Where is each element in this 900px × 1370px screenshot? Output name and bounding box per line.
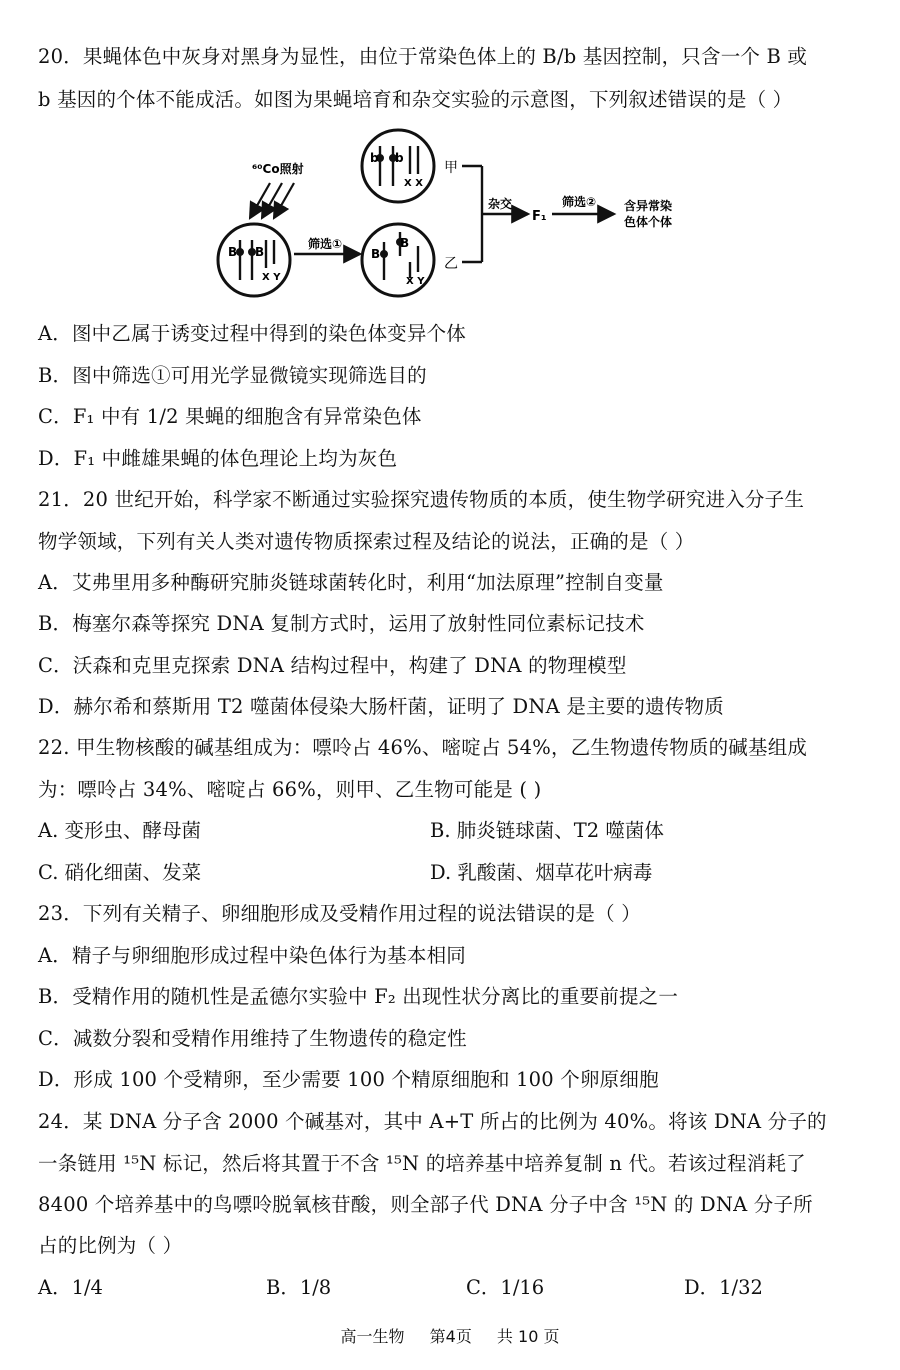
q20-option-b: B．图中筛选①可用光学显微镜实现筛选目的 <box>38 364 427 387</box>
footer-page-number: 第4页 <box>429 1327 472 1346</box>
q24-option-d: D．1/32 <box>684 1276 763 1299</box>
q22-stem-line2: 为：嘌呤占 34%、嘧啶占 66%，则甲、乙生物可能是 ( ) <box>38 778 542 801</box>
q21-option-c: C．沃森和克里克探索 DNA 结构过程中，构建了 DNA 的物理模型 <box>38 654 627 677</box>
cross-bracket <box>462 166 528 262</box>
q21-option-b: B．梅塞尔森等探究 DNA 复制方式时，运用了放射性同位素标记技术 <box>38 612 645 635</box>
q22-option-d: D. 乳酸菌、烟草花叶病毒 <box>430 861 653 884</box>
yi-allele-1: B <box>371 247 381 261</box>
q23-option-d: D．形成 100 个受精卵，至少需要 100 个精原细胞和 100 个卵原细胞 <box>38 1068 659 1091</box>
q24-stem-line1: 24．某 DNA 分子含 2000 个碱基对，其中 A+T 所占的比例为 40%。将该 DNA 分子的 <box>38 1110 827 1133</box>
footer-subject: 高一生物 <box>340 1327 405 1346</box>
parent-allele-2: B <box>255 245 265 259</box>
jia-cell <box>362 130 434 202</box>
page-footer <box>0 1324 900 1347</box>
q24-option-b: B．1/8 <box>266 1276 332 1299</box>
q21-option-d: D．赫尔希和蔡斯用 T2 噬菌体侵染大肠杆菌，证明了 DNA 是主要的遗传物质 <box>38 695 724 718</box>
q20-option-c: C．F₁ 中有 1/2 果蝇的细胞含有异常染色体 <box>38 405 422 428</box>
jia-label: 甲 <box>444 160 458 176</box>
q24-option-a: A．1/4 <box>38 1276 103 1299</box>
parent-cell <box>218 224 290 296</box>
q24-option-c: C．1/16 <box>466 1276 545 1299</box>
jia-allele-2: b <box>395 151 404 165</box>
jia-sex-chrom: X X <box>404 178 423 189</box>
parent-sex-chrom: X Y <box>262 272 281 283</box>
f1-label: F₁ <box>532 209 547 224</box>
q22-option-b: B. 肺炎链球菌、T2 噬菌体 <box>430 819 664 842</box>
q22-option-c: C. 硝化细菌、发菜 <box>38 861 202 884</box>
fruitfly-cross-diagram <box>190 128 730 308</box>
yi-sex-chrom: X Y <box>406 276 425 287</box>
q20-option-a: A．图中乙属于诱变过程中得到的染色体变异个体 <box>38 322 466 345</box>
q23-option-c: C．减数分裂和受精作用维持了生物遗传的稳定性 <box>38 1027 467 1050</box>
q22-option-a: A. 变形虫、酵母菌 <box>38 819 201 842</box>
footer-total-pages: 共 10 页 <box>496 1327 560 1346</box>
q21-option-a: A．艾弗里用多种酶研究肺炎链球菌转化时，利用“加法原理”控制自变量 <box>38 571 664 594</box>
yi-label: 乙 <box>444 256 458 272</box>
result-label-line1: 含异常染 <box>624 199 673 213</box>
radiation-arrows <box>250 183 294 218</box>
q20-stem-line1: 20．果蝇体色中灰身对黑身为显性，由位于常染色体上的 B/b 基因控制，只含一个 B 或 <box>38 45 808 68</box>
q24-stem-line3: 8400 个培养基中的鸟嘌呤脱氧核苷酸，则全部子代 DNA 分子中含 ¹⁵N 的 DNA 分子所 <box>38 1193 813 1216</box>
yi-allele-2: B <box>400 236 410 250</box>
jia-allele-1: b <box>370 151 379 165</box>
q23-option-a: A．精子与卵细胞形成过程中染色体行为基本相同 <box>38 944 466 967</box>
q23-option-b: B．受精作用的随机性是孟德尔实验中 F₂ 出现性状分离比的重要前提之一 <box>38 985 679 1008</box>
q24-stem-line4: 占的比例为（ ） <box>38 1234 183 1257</box>
parent-allele-1: B <box>228 245 238 259</box>
q22-stem-line1: 22. 甲生物核酸的碱基组成为：嘌呤占 46%、嘧啶占 54%，乙生物遗传物质的碱基组成 <box>38 736 808 759</box>
q20-stem-line2: b 基因的个体不能成活。如图为果蝇培育和杂交实验的示意图，下列叙述错误的是（ ） <box>38 88 793 111</box>
q21-stem-line1: 21．20 世纪开始，科学家不断通过实验探究遗传物质的本质，使生物学研究进入分子生 <box>38 488 805 511</box>
cross-label: 杂交 <box>488 197 513 211</box>
q23-stem: 23．下列有关精子、卵细胞形成及受精作用过程的说法错误的是（ ） <box>38 902 641 925</box>
q24-stem-line2: 一条链用 ¹⁵N 标记，然后将其置于不含 ¹⁵N 的培养基中培养复制 n 代。若该过程消耗了 <box>38 1152 806 1175</box>
screen2-label: 筛选② <box>562 195 597 209</box>
result-label-line2: 色体个体 <box>624 215 673 229</box>
screen1-label: 筛选① <box>308 237 343 251</box>
q20-option-d: D．F₁ 中雌雄果蝇的体色理论上均为灰色 <box>38 447 398 470</box>
q21-stem-line2: 物学领域，下列有关人类对遗传物质探索过程及结论的说法，正确的是（ ） <box>38 530 695 553</box>
radiation-label: ⁶⁰Co照射 <box>252 162 304 176</box>
